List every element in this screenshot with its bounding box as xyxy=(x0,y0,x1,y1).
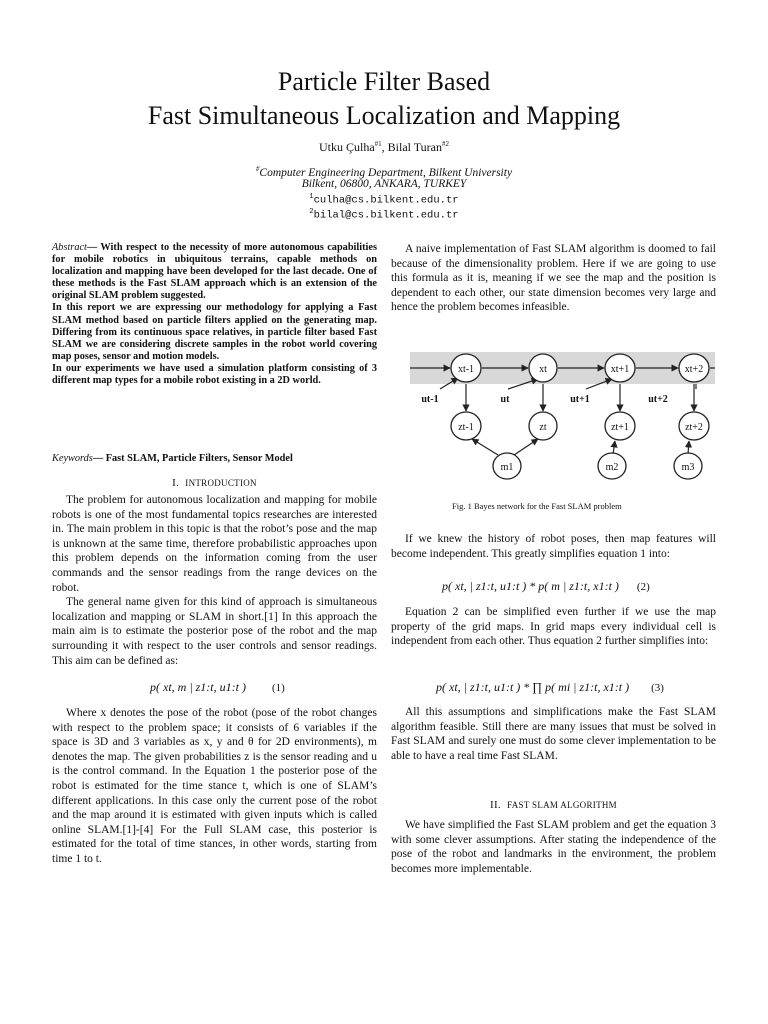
label-m3: m3 xyxy=(681,462,695,473)
label-z-t-plus-1: zt+1 xyxy=(611,422,629,433)
email-2 xyxy=(0,208,768,222)
equation-2 xyxy=(442,577,650,595)
keywords-dash: — xyxy=(92,453,106,464)
bayes-network-figure xyxy=(410,347,715,480)
right-para-2-text: If we knew the history of robot poses, then map features will become independent. This greatly simplifies equation 1 into: xyxy=(391,533,716,560)
right-para-4 xyxy=(391,705,716,763)
section-1-title: INTRODUCTION xyxy=(185,478,257,488)
intro-para-2: The general name given for this kind of approach is simultaneous localization and mapping or SLAM in short.[1] In this approach the main aim is to estimate the posterior pose of the robot and the map surrounding it with respect to the user controls and sensor readings. This aim can be defined as: xyxy=(52,596,377,667)
keywords xyxy=(52,452,377,467)
right-para-3-text: Equation 2 can be simplified even further if we use the map property of the grid maps. In grid maps every individual cell is independent from each other. Thus equation 2 further simplifies into: xyxy=(391,606,716,648)
equation-3-expression: p( xt, | z1:t, u1:t ) * ∏ p( mi | z1:t, x1:t ) xyxy=(436,680,630,694)
section-1-heading xyxy=(52,477,377,489)
edge-m3-z4 xyxy=(688,441,689,454)
email-1 xyxy=(0,193,768,207)
equation-2-expression: p( xt, | z1:t, u1:t ) * p( m | z1:t, x1:t ) xyxy=(442,579,619,593)
intro-para-3-text: Where x denotes the pose of the robot (pose of the robot changes with respect to the problem space; it consists of 6 variables if the space is 3D and 3 variables as x, y and θ for 2D environments), m denotes the map. The given probabilities z is the sensor reading and u is the control command. In the Equation 1 the posterior pose of the robot is estimated for the time stance t, which is one of SLAM’s different applications. In this case only the current pose of the robot and the map around it is estimated with given inputs which is called online SLAM.[1]-[4] For the Full SLAM case, this posterior is estimated for the total of time stances, in other words, starting from time 1 to t. xyxy=(52,707,377,865)
abstract-text-1: With respect to the necessity of more autonomous capabilities for mobile robotics in ubiquitous terrains, capable methods on localization and mapping have been developed for the last decade. One of these methods is the Fast SLAM approach which is an extension of the original SLAM problem suggested. xyxy=(52,242,377,302)
equation-2-number: (2) xyxy=(636,581,650,593)
section-2-heading xyxy=(391,799,716,811)
section-1-number: I. xyxy=(172,477,180,489)
label-m1: m1 xyxy=(500,462,514,473)
abstract-dash: — xyxy=(86,242,101,253)
affiliation-sup: # xyxy=(255,165,260,173)
edge-m1-z1 xyxy=(472,439,498,455)
abstract-para-1 xyxy=(52,242,377,302)
label-u-t-minus-1: ut-1 xyxy=(421,394,439,405)
label-x-t-plus-2: xt+2 xyxy=(684,364,704,375)
equation-1-number: (1) xyxy=(271,682,285,694)
edge-m2-z3 xyxy=(613,441,615,454)
equation-3 xyxy=(436,678,664,696)
label-z-t: zt xyxy=(539,422,547,433)
label-x-t-minus-1: xt-1 xyxy=(457,364,475,375)
keywords-text: Fast SLAM, Particle Filters, Sensor Model xyxy=(105,453,293,464)
intro-para-1: The problem for autonomous localization and mapping for mobile robots is one of the most fundamental topics researches are interested in. The main problem in this topic is that the robot’s pose and the map is unknown at the same time, therefore probabilistic approaches upon this problem depends on the information coming from the user commands and the sensor readings from the range devices on the robot. xyxy=(52,494,377,594)
email-1-address: culha@cs.bilkent.edu.tr xyxy=(313,194,459,207)
right-para-2 xyxy=(391,532,716,561)
right-para-4-text: All this assumptions and simplifications make the Fast SLAM algorithm feasible. Still there are many issues that must be solved in Fast SLAM and surely one must do some clever implementation to be able to have a real time Fast SLAM. xyxy=(391,706,716,762)
abstract-para-3: In our experiments we have used a simulation platform consisting of 3 different map types for a mobile robot existing in a 2D world. xyxy=(52,362,377,387)
equation-1-expression: p( xt, m | z1:t, u1:t ) xyxy=(150,680,246,694)
right-para-3 xyxy=(391,605,716,649)
paper-title-line1: Particle Filter Based xyxy=(277,67,491,96)
author-separator: , xyxy=(381,140,388,154)
label-x-t-plus-1: xt+1 xyxy=(610,364,630,375)
author-line xyxy=(0,140,768,155)
label-z-t-minus-1: zt-1 xyxy=(458,422,474,433)
author-1: Utku Çulha xyxy=(318,140,375,154)
label-m2: m2 xyxy=(605,462,619,473)
author-2: Bilal Turan xyxy=(387,140,443,154)
intro-para-3 xyxy=(52,706,377,867)
edge-m1-z2 xyxy=(514,439,538,455)
label-z-t-plus-2: zt+2 xyxy=(685,422,703,433)
affiliation-line2: Bilkent, 06800, ANKARA, TURKEY xyxy=(301,178,467,190)
label-u-t-plus-2: ut+2 xyxy=(648,394,668,405)
equation-3-number: (3) xyxy=(651,682,664,694)
section-2-number: II. xyxy=(490,799,501,811)
right-para-5 xyxy=(391,818,716,876)
email-1-sup: 1 xyxy=(309,193,314,201)
intro-body xyxy=(52,493,377,668)
abstract-para-2: In this report we are expressing our methodology for applying a Fast SLAM method based on particle filters applied on the generating map. Differing from its continuous space relatives, in particle filter based Fast SLAM we are considering discrete samples in the robot world covering map poses, sensor and motion models. xyxy=(52,302,377,362)
abstract xyxy=(52,242,377,387)
author-2-sup: #2 xyxy=(442,140,450,148)
section-2-title: FAST SLAM ALGORITHM xyxy=(507,800,617,810)
affiliation-dept: Computer Engineering Department, Bilkent University xyxy=(259,166,513,179)
figure-1-caption: Fig. 1 Bayes network for the Fast SLAM problem xyxy=(452,501,622,511)
equation-1 xyxy=(150,678,285,696)
email-2-address: bilal@cs.bilkent.edu.tr xyxy=(313,209,459,222)
label-u-t: ut xyxy=(500,394,510,405)
email-2-sup: 2 xyxy=(309,208,314,216)
label-u-t-plus-1: ut+1 xyxy=(570,394,590,405)
right-para-1-text: A naive implementation of Fast SLAM algorithm is doomed to fail because of the dimensionality problem. Here if we are going to use this formula as it is, meaning if we see the map and the position is dependent to each other, our state dimension becomes very large and hence the problem becomes infeasible. xyxy=(391,243,716,314)
label-x-t: xt xyxy=(539,364,547,375)
right-para-5-text: We have simplified the Fast SLAM problem and get the equation 3 with some clever assumptions. After stating the independence of the pose of the robot and landmarks in the environment, the problem becomes more implementable. xyxy=(391,819,716,875)
author-1-sup: #1 xyxy=(374,140,382,148)
keywords-label: Keywords xyxy=(52,453,93,464)
abstract-label: Abstract xyxy=(52,242,87,253)
right-para-1 xyxy=(391,242,716,315)
paper-title-line2: Fast Simultaneous Localization and Mapping xyxy=(147,101,621,130)
